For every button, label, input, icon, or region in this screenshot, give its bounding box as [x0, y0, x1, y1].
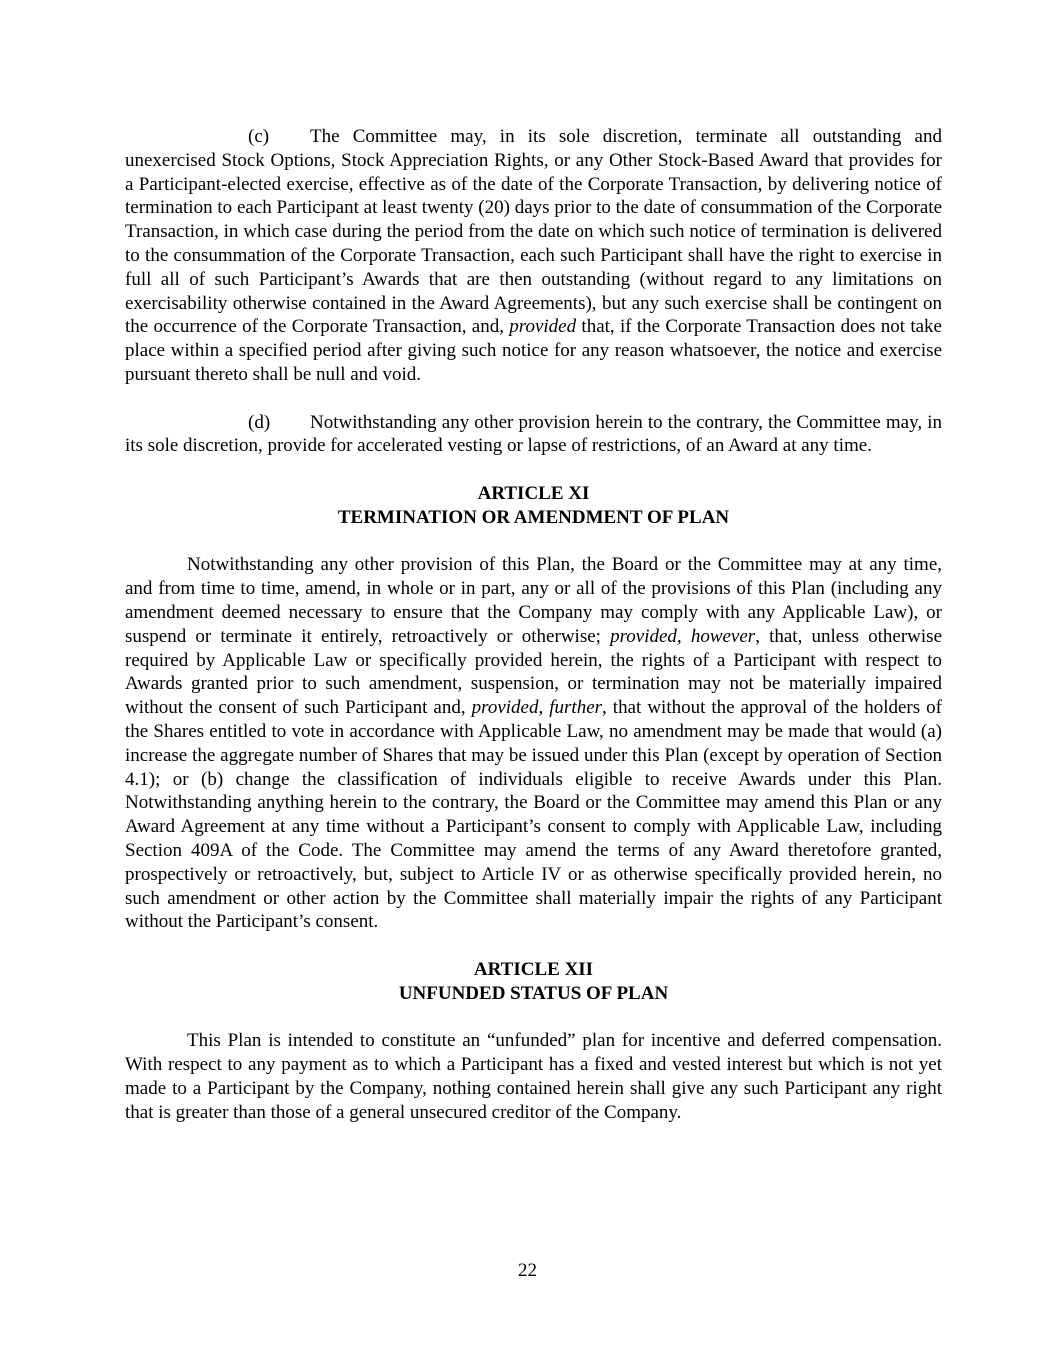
- page-number: 22: [518, 1260, 537, 1281]
- section-d-paragraph: [125, 411, 942, 459]
- article-xi-italic-further: further: [549, 697, 603, 719]
- article-xi-paragraph: [125, 553, 942, 934]
- section-c-italic-provided: provided: [509, 316, 577, 338]
- article-xi-text-4: , that without the approval of the holders of the Shares entitled to vote in accordance with Applicable Law, no amendment may be made that would (a) increase the aggregate number of Shares that may be issued under this Plan (except by operation of Section 4.1); or (b) change the classification of individuals eligible to receive Awards under this Plan. Notwithstanding anything herein to the contrary, the Board or the Committee may amend this Plan or any Award Agreement at any time without a Participant’s consent to comply with Applicable Law, including Section 409A of the Code. The Committee may amend the terms of any Award theretofore granted, prospectively or retroactively, but, subject to Article IV or as otherwise specifically provided herein, no such amendment or other action by the Committee shall materially impair the rights of any Participant without the Participant’s consent.: [125, 697, 942, 933]
- article-xi-title: TERMINATION OR AMENDMENT OF PLAN: [337, 506, 730, 528]
- section-c-paragraph: [125, 125, 942, 387]
- article-xi-text-2: , that, unless otherwise required by Applicable Law or specifically provided herein, the rights of a Participant with respect to Awards granted prior to such amendment, suspension, or termination may not be materially impaired without the consent of such Participant and,: [125, 625, 942, 719]
- article-xii-number: ARTICLE XII: [473, 958, 594, 980]
- section-c-label: (c): [248, 126, 270, 147]
- spacer: [125, 458, 942, 482]
- article-xi-text-3: ,: [538, 697, 550, 719]
- spacer: [125, 387, 942, 411]
- document-page: [125, 125, 942, 1124]
- spacer: [125, 1005, 942, 1029]
- section-d-label: (d): [248, 411, 271, 433]
- article-xii-paragraph: This Plan is intended to constitute an “unfunded” plan for incentive and deferred compensation. With respect to any payment as to which a Participant has a fixed and vested interest but which is not yet made to a Participant by the Company, nothing contained herein shall give any such Participant any right that is greater than those of a general unsecured creditor of the Company.: [125, 1030, 942, 1123]
- section-c-text-2: that, if the Corporate Transaction does not take place within a specified period after giving such notice for any reason whatsoever, the notice and exercise pursuant thereto shall be null and void.: [125, 316, 942, 385]
- section-d-text: Notwithstanding any other provision herein to the contrary, the Committee may, in its sole discretion, provide for accelerated vesting or lapse of restrictions, of an Award at any time.: [125, 411, 942, 457]
- article-xii-title: UNFUNDED STATUS OF PLAN: [398, 982, 669, 1004]
- article-xi-italic-provided-however: provided, however: [610, 625, 756, 647]
- article-xi-italic-provided: provided: [471, 697, 539, 719]
- spacer: [125, 934, 942, 958]
- article-xi-text-1: Notwithstanding any other provision of this Plan, the Board or the Committee may at any time, and from time to time, amend, in whole or in part, any or all of the provisions of this Plan (including any amendment deemed necessary to ensure that the Company may comply with any Applicable Law), or suspend or terminate it entirely, retroactively or otherwise;: [125, 554, 942, 647]
- section-c-text-1: The Committee may, in its sole discretion, terminate all outstanding and unexercised Stock Options, Stock Appreciation Rights, or any Other Stock-Based Award that provides for a Participant-elected exercise, effective as of the date of the Corporate Transaction, by delivering notice of termination to each Participant at least twenty (20) days prior to the date of consummation of the Corporate Transaction, in which case during the period from the date on which such notice of termination is delivered to the consummation of the Corporate Transaction, each such Participant shall have the right to exercise in full all of such Participant’s Awards that are then outstanding (without regard to any limitations on exercisability otherwise contained in the Award Agreements), but any such exercise shall be contingent on the occurrence of the Corporate Transaction, and,: [125, 126, 942, 338]
- spacer: [125, 530, 942, 554]
- article-xi-number: ARTICLE XI: [477, 482, 590, 504]
